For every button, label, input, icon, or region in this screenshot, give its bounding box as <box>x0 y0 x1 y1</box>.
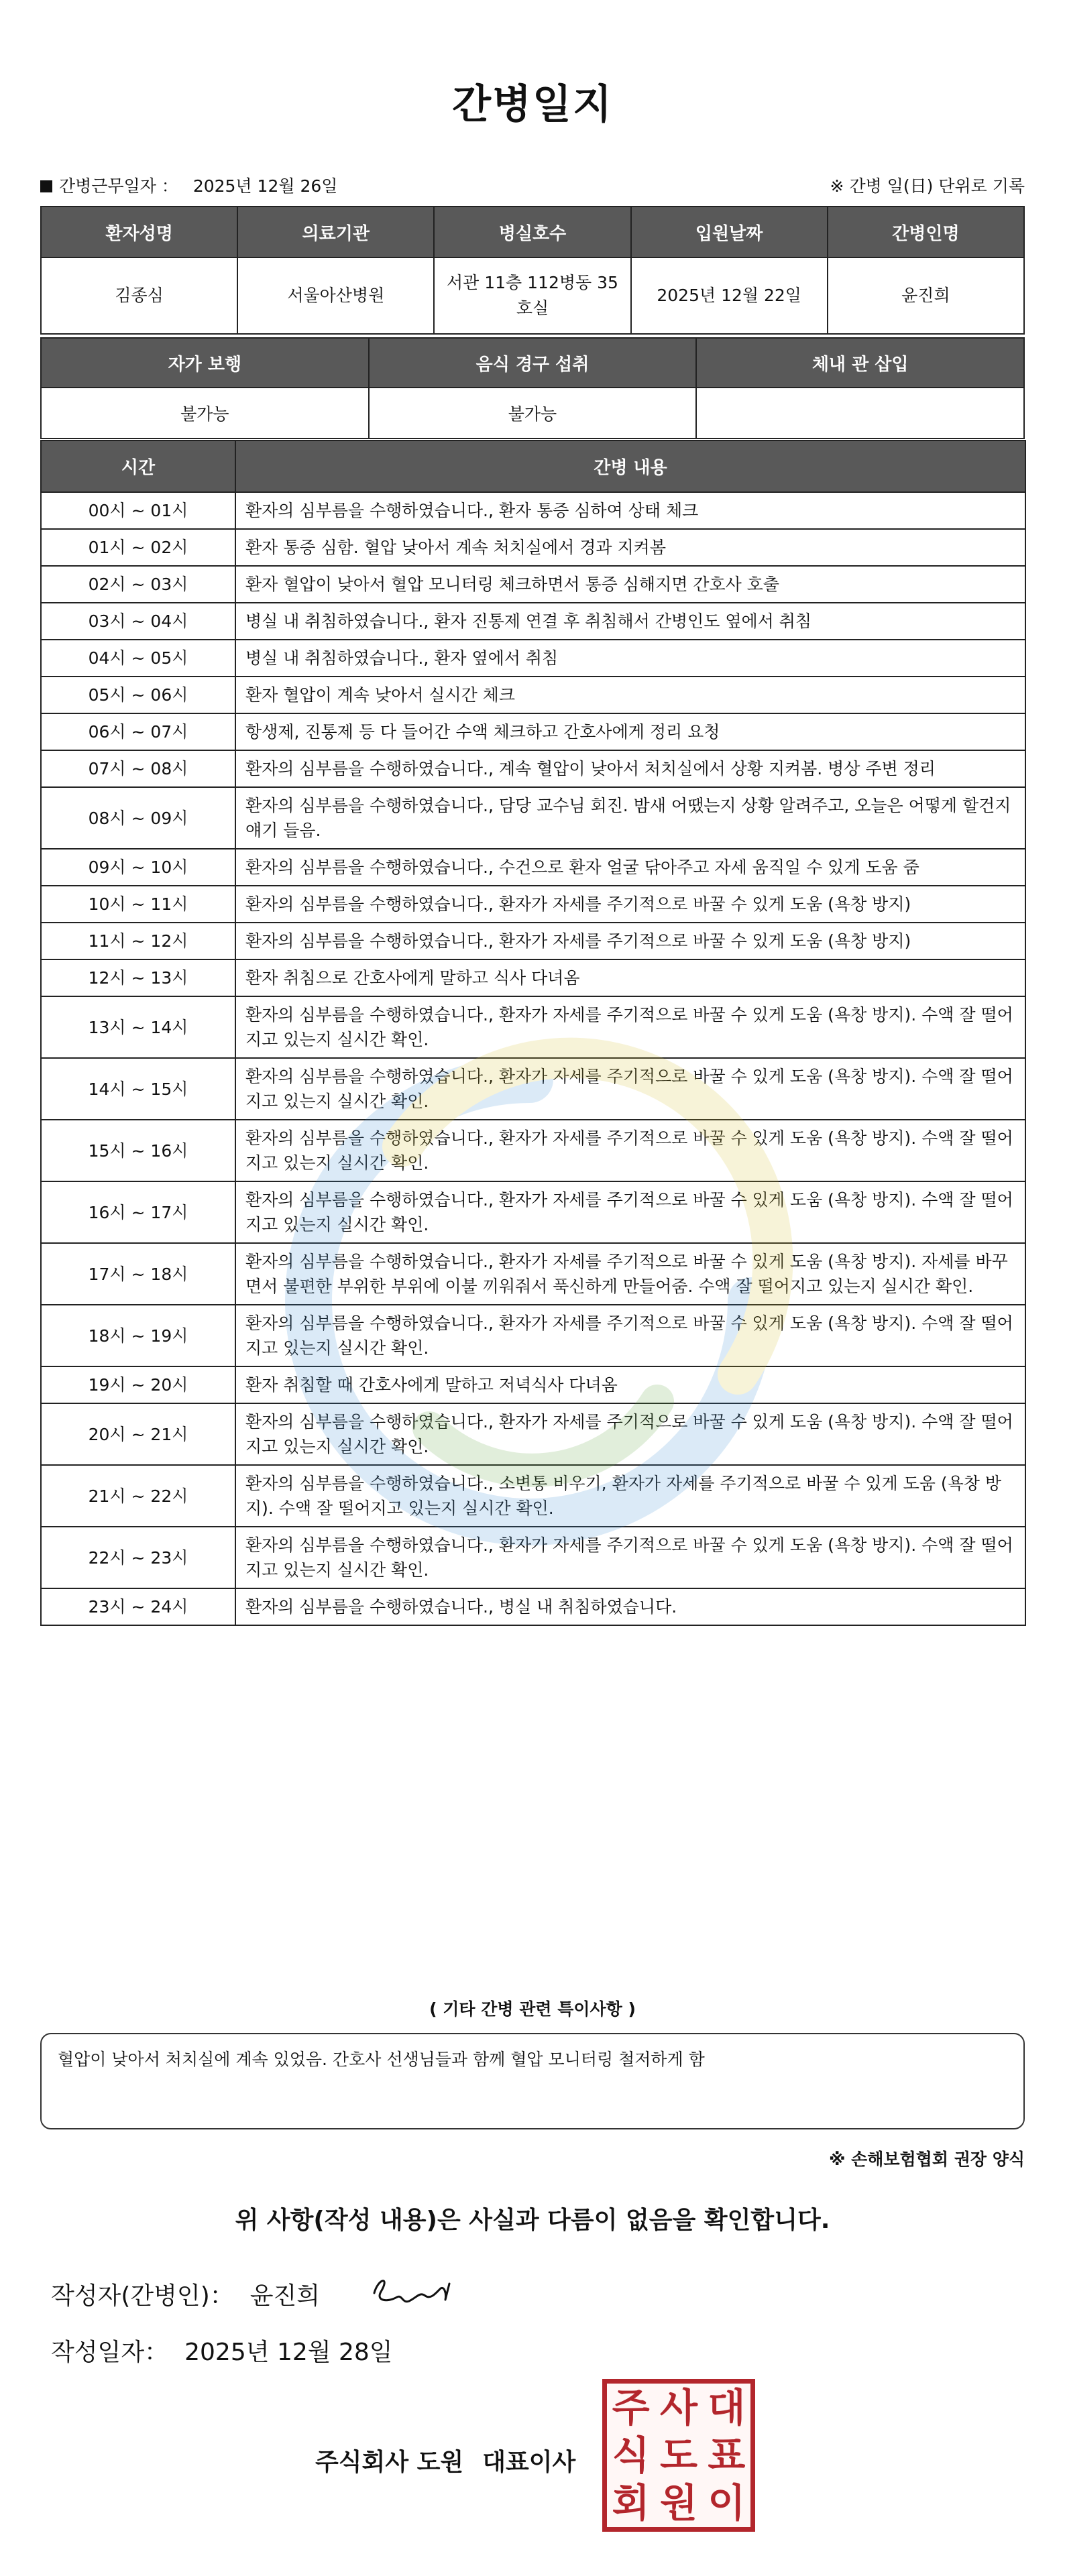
log-time-cell: 03시 ~ 04시 <box>41 603 235 640</box>
header-oral-intake: 음식 경구 섭취 <box>369 338 697 388</box>
ceo-title: 대표이사 <box>482 2449 576 2476</box>
write-date-value: 2025년 12월 28일 <box>184 2339 393 2366</box>
log-row <box>41 1243 1025 1305</box>
header-time: 시간 <box>41 441 235 492</box>
log-content-cell: 항생제, 진통제 등 다 들어간 수액 체크하고 간호사에게 정리 요청 <box>235 713 1025 750</box>
document-title: 간병일지 <box>452 81 613 128</box>
confirmation-statement: 위 사항(작성 내용)은 사실과 다름이 없음을 확인합니다. <box>235 2207 830 2234</box>
writer-label: 작성자(간병인)： <box>51 2282 234 2310</box>
company-seal-stamp <box>602 2379 755 2532</box>
log-content-cell: 환자의 심부름을 수행하였습니다., 환자 통증 심하여 상태 체크 <box>235 492 1025 529</box>
log-row <box>41 603 1025 640</box>
company-name: 주식회사 도원 <box>315 2449 464 2476</box>
log-time-cell: 00시 ~ 01시 <box>41 492 235 529</box>
log-row <box>41 640 1025 677</box>
log-content-cell: 환자의 심부름을 수행하였습니다., 담당 교수님 회진. 밤새 어땠는지 상황 알려주고, 오늘은 어떻게 할건지 얘기 들음. <box>235 787 1025 849</box>
log-time-cell: 22시 ~ 23시 <box>41 1527 235 1588</box>
log-content-cell: 환자의 심부름을 수행하였습니다., 환자가 자세를 주기적으로 바꿀 수 있게 도움 (욕창 방지). 수액 잘 떨어지고 있는지 실시간 확인. <box>235 1120 1025 1181</box>
seal-character: 회 <box>612 2480 650 2526</box>
header-tube-insertion: 체내 관 삽입 <box>696 338 1024 388</box>
special-notes-content: 혈압이 낮아서 처치실에 계속 있었음. 간호사 선생님들과 함께 혈압 모니터링 철저하게 함 <box>58 2050 705 2069</box>
hospital-name: 서울아산병원 <box>237 257 434 334</box>
caregiver-name: 윤진희 <box>828 257 1024 334</box>
log-content-cell: 환자 혈압이 낮아서 혈압 모니터링 체크하면서 통증 심해지면 간호사 호출 <box>235 566 1025 603</box>
log-row <box>41 1527 1025 1588</box>
log-content-cell: 환자의 심부름을 수행하였습니다., 환자가 자세를 주기적으로 바꿀 수 있게 도움 (욕창 방지) <box>235 886 1025 923</box>
log-content-cell: 환자의 심부름을 수행하였습니다., 환자가 자세를 주기적으로 바꿀 수 있게 도움 (욕창 방지). 수액 잘 떨어지고 있는지 실시간 확인. <box>235 1305 1025 1366</box>
log-row <box>41 677 1025 713</box>
care-log-table <box>40 440 1026 1626</box>
log-time-cell: 13시 ~ 14시 <box>41 996 235 1058</box>
log-content-cell: 병실 내 취침하였습니다., 환자 진통제 연결 후 취침해서 간병인도 옆에서 취침 <box>235 603 1025 640</box>
log-row <box>41 886 1025 923</box>
log-row <box>41 1366 1025 1403</box>
log-content-cell: 환자의 심부름을 수행하였습니다., 환자가 자세를 주기적으로 바꿀 수 있게 도움 (욕창 방지). 자세를 바꾸면서 불편한 부위한 부위에 이불 끼워줘서 푹신하게 만들어줌. 수액 잘 떨어지고 있는지 실시간 확인. <box>235 1243 1025 1305</box>
log-time-cell: 08시 ~ 09시 <box>41 787 235 849</box>
log-content-cell: 환자의 심부름을 수행하였습니다., 환자가 자세를 주기적으로 바꿀 수 있게 도움 (욕창 방지) <box>235 923 1025 959</box>
log-content-cell: 병실 내 취침하였습니다., 환자 옆에서 취침 <box>235 640 1025 677</box>
oral-intake-value: 불가능 <box>369 388 697 438</box>
log-row <box>41 750 1025 787</box>
log-time-cell: 11시 ~ 12시 <box>41 923 235 959</box>
patient-status-table <box>40 337 1025 439</box>
log-content-cell: 환자 취침할 때 간호사에게 말하고 저녁식사 다녀옴 <box>235 1366 1025 1403</box>
seal-character: 대 <box>708 2384 746 2431</box>
write-date-line <box>51 2333 393 2367</box>
work-date-label: 간병근무일자 ： <box>59 176 178 196</box>
log-content-cell: 환자 혈압이 계속 낮아서 실시간 체크 <box>235 677 1025 713</box>
log-time-cell: 14시 ~ 15시 <box>41 1058 235 1120</box>
log-time-cell: 19시 ~ 20시 <box>41 1366 235 1403</box>
log-content-cell: 환자의 심부름을 수행하였습니다., 환자가 자세를 주기적으로 바꿀 수 있게 도움 (욕창 방지). 수액 잘 떨어지고 있는지 실시간 확인. <box>235 1527 1025 1588</box>
log-row <box>41 1181 1025 1243</box>
header-admission-date: 입원날짜 <box>631 207 828 257</box>
seal-character: 식 <box>612 2432 650 2478</box>
log-row <box>41 1465 1025 1527</box>
log-time-cell: 12시 ~ 13시 <box>41 959 235 996</box>
log-content-cell: 환자의 심부름을 수행하였습니다., 계속 혈압이 낮아서 처치실에서 상황 지켜봄. 병상 주변 정리 <box>235 750 1025 787</box>
log-row <box>41 849 1025 886</box>
status-header-row <box>41 338 1024 388</box>
log-row <box>41 529 1025 566</box>
log-time-cell: 04시 ~ 05시 <box>41 640 235 677</box>
log-time-cell: 06시 ~ 07시 <box>41 713 235 750</box>
status-value-row <box>41 388 1024 438</box>
log-content-cell: 환자의 심부름을 수행하였습니다., 병실 내 취침하였습니다. <box>235 1588 1025 1625</box>
seal-character: 도 <box>659 2432 697 2478</box>
square-bullet-icon <box>40 180 52 192</box>
log-row <box>41 713 1025 750</box>
log-row <box>41 959 1025 996</box>
log-time-cell: 02시 ~ 03시 <box>41 566 235 603</box>
log-row <box>41 1058 1025 1120</box>
log-time-cell: 09시 ~ 10시 <box>41 849 235 886</box>
log-row <box>41 1305 1025 1366</box>
header-hospital: 의료기관 <box>237 207 434 257</box>
header-patient-name: 환자성명 <box>41 207 237 257</box>
patient-name: 김종심 <box>41 257 237 334</box>
writer-line <box>51 2277 320 2311</box>
patient-info-table <box>40 206 1025 335</box>
log-content-cell: 환자의 심부름을 수행하였습니다., 환자가 자세를 주기적으로 바꿀 수 있게 도움 (욕창 방지). 수액 잘 떨어지고 있는지 실시간 확인. <box>235 1403 1025 1465</box>
self-walking-value: 불가능 <box>41 388 369 438</box>
log-row <box>41 492 1025 529</box>
log-row <box>41 566 1025 603</box>
patient-value-row <box>41 257 1024 334</box>
log-time-cell: 01시 ~ 02시 <box>41 529 235 566</box>
header-self-walking: 자가 보행 <box>41 338 369 388</box>
log-row <box>41 1403 1025 1465</box>
header-room: 병실호수 <box>434 207 630 257</box>
unit-note: ※ 간병 일(日) 단위로 기록 <box>830 176 1025 196</box>
seal-character: 원 <box>659 2480 697 2526</box>
signature-icon <box>361 2266 461 2313</box>
seal-character: 표 <box>708 2432 746 2478</box>
write-date-label: 작성일자： <box>51 2339 169 2366</box>
log-row <box>41 787 1025 849</box>
log-content-cell: 환자의 심부름을 수행하였습니다., 환자가 자세를 주기적으로 바꿀 수 있게 도움 (욕창 방지). 수액 잘 떨어지고 있는지 실시간 확인. <box>235 996 1025 1058</box>
work-date-value: 2025년 12월 26일 <box>192 176 338 196</box>
log-row <box>41 1588 1025 1625</box>
work-date-line <box>40 173 337 197</box>
writer-name: 윤진희 <box>249 2282 321 2310</box>
special-notes-box <box>40 2033 1025 2129</box>
log-time-cell: 10시 ~ 11시 <box>41 886 235 923</box>
log-row <box>41 1120 1025 1181</box>
log-time-cell: 16시 ~ 17시 <box>41 1181 235 1243</box>
log-time-cell: 21시 ~ 22시 <box>41 1465 235 1527</box>
log-body <box>41 492 1025 1625</box>
header-care-content: 간병 내용 <box>235 441 1025 492</box>
log-time-cell: 23시 ~ 24시 <box>41 1588 235 1625</box>
patient-header-row <box>41 207 1024 257</box>
seal-character: 사 <box>659 2384 697 2431</box>
room-number: 서관 11층 112병동 35호실 <box>434 257 630 334</box>
recommend-note: ※ 손해보험협회 권장 양식 <box>829 2150 1025 2169</box>
admission-date: 2025년 12월 22일 <box>631 257 828 334</box>
log-row <box>41 923 1025 959</box>
log-content-cell: 환자의 심부름을 수행하였습니다., 수건으로 환자 얼굴 닦아주고 자세 움직일 수 있게 도움 줌 <box>235 849 1025 886</box>
log-row <box>41 996 1025 1058</box>
header-caregiver-name: 간병인명 <box>828 207 1024 257</box>
log-time-cell: 17시 ~ 18시 <box>41 1243 235 1305</box>
log-time-cell: 20시 ~ 21시 <box>41 1403 235 1465</box>
log-content-cell: 환자의 심부름을 수행하였습니다., 환자가 자세를 주기적으로 바꿀 수 있게 도움 (욕창 방지). 수액 잘 떨어지고 있는지 실시간 확인. <box>235 1181 1025 1243</box>
log-header-row <box>41 441 1025 492</box>
log-content-cell: 환자의 심부름을 수행하였습니다., 소변통 비우기, 환자가 자세를 주기적으로 바꿀 수 있게 도움 (욕창 방지). 수액 잘 떨어지고 있는지 실시간 확인. <box>235 1465 1025 1527</box>
log-time-cell: 15시 ~ 16시 <box>41 1120 235 1181</box>
log-time-cell: 05시 ~ 06시 <box>41 677 235 713</box>
log-content-cell: 환자의 심부름을 수행하였습니다., 환자가 자세를 주기적으로 바꿀 수 있게 도움 (욕창 방지). 수액 잘 떨어지고 있는지 실시간 확인. <box>235 1058 1025 1120</box>
company-line <box>315 2443 575 2477</box>
seal-characters <box>607 2384 750 2527</box>
log-time-cell: 18시 ~ 19시 <box>41 1305 235 1366</box>
log-content-cell: 환자 통증 심함. 혈압 낮아서 계속 처치실에서 경과 지켜봄 <box>235 529 1025 566</box>
log-content-cell: 환자 취침으로 간호사에게 말하고 식사 다녀옴 <box>235 959 1025 996</box>
special-notes-title: ( 기타 간병 관련 특이사항 ) <box>429 1999 636 2019</box>
seal-character: 이 <box>708 2480 746 2526</box>
log-time-cell: 07시 ~ 08시 <box>41 750 235 787</box>
seal-character: 주 <box>612 2384 650 2431</box>
tube-insertion-value <box>696 388 1024 438</box>
